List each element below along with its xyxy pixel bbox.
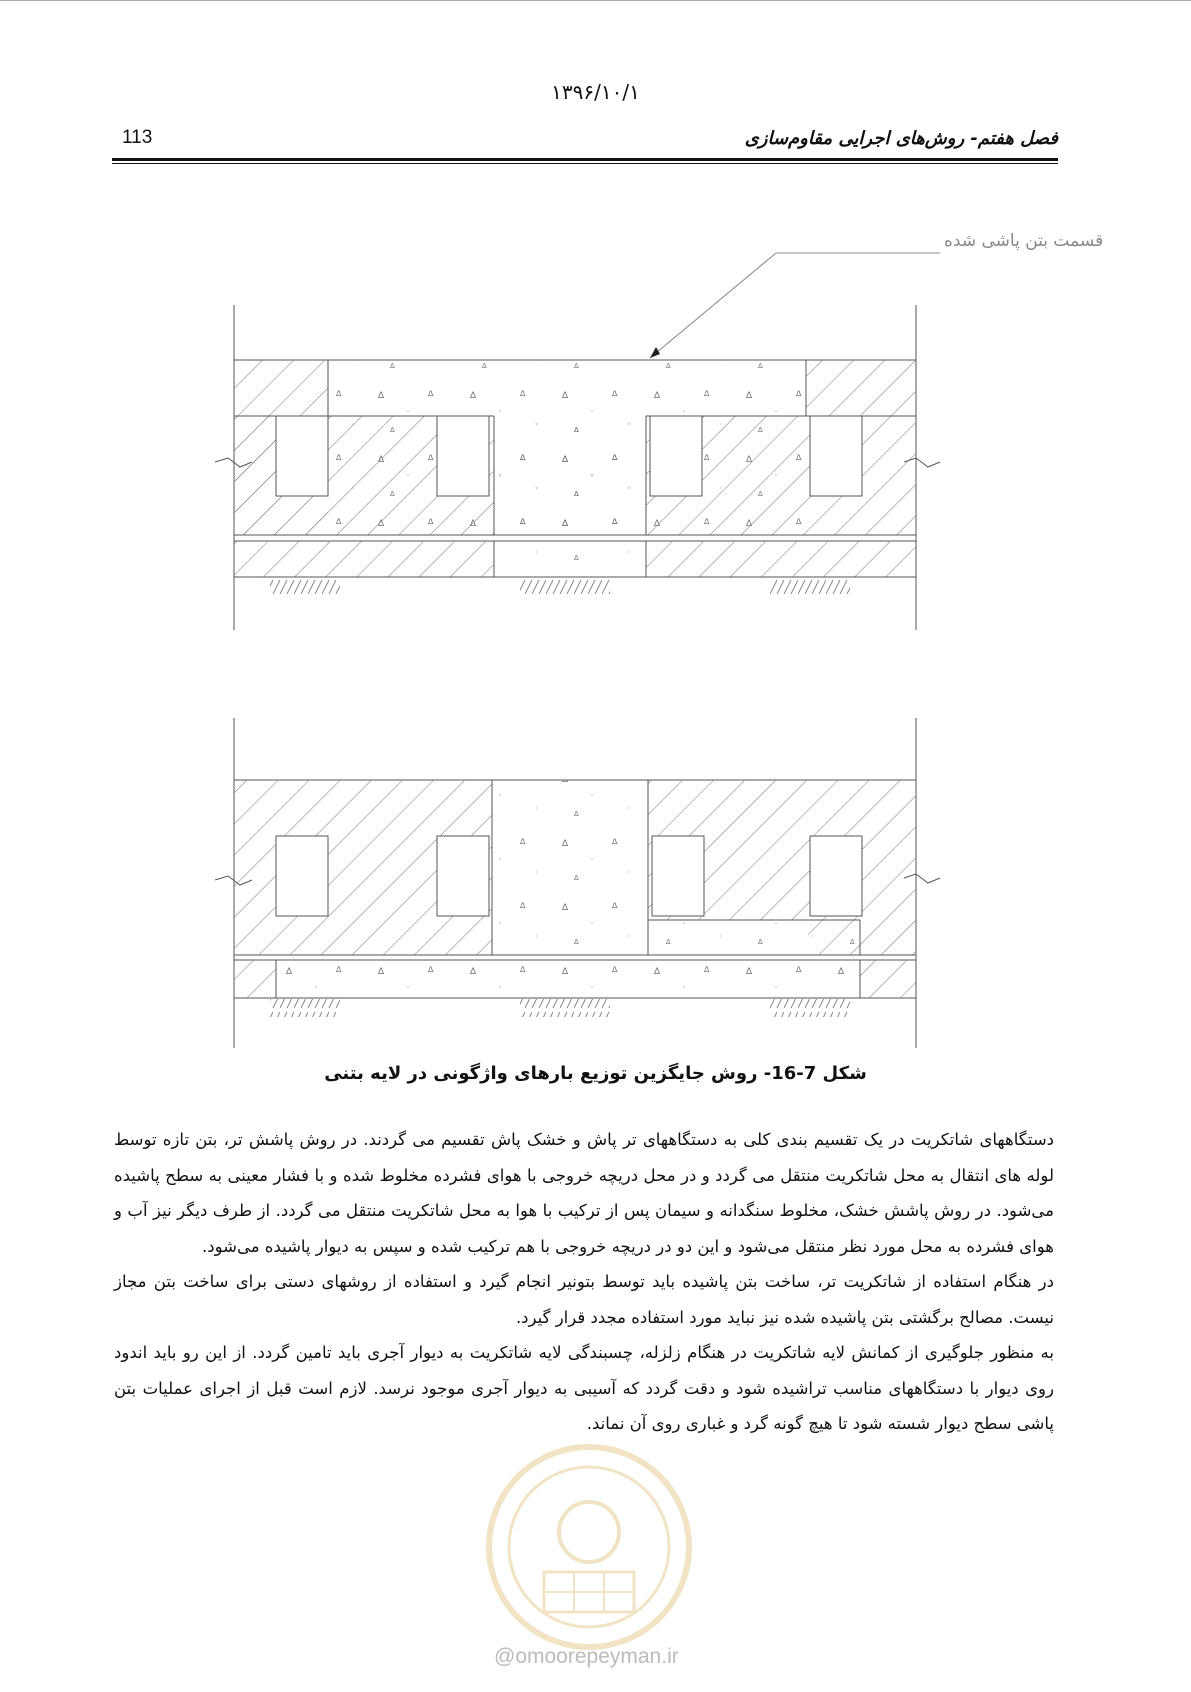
paragraph: به منظور جلوگیری از کمانش لایه شاتکریت در هنگام زلزله، چسبندگی لایه شاتکریت به دیوار آجری باید تامین گردد. از این رو باید اندود روی دیوار با دستگاههای مناسب تراشیده شود و دقت گردد که آسیبی به دیوار آجری موجود نرسد. لازم است قبل از اجرای عملیات بتن پاشی سطح دیوار شسته شود تا هیچ گونه گرد و غباری روی آن نماند. (114, 1343, 1054, 1433)
body-text (114, 1122, 1054, 1442)
figure-top (215, 231, 1103, 630)
figure-label: قسمت بتن پاشی شده (944, 231, 1104, 251)
figure-caption: شکل 7-16- روش جایگزین توزیع بارهای واژگونی در لایه بتنی (324, 1063, 867, 1084)
chapter-title: فصل هفتم- روش‌های اجرایی مقاوم‌سازی (744, 128, 1058, 149)
figure-drawing: ∆ ◦ ∆ ∆ ◦ قسمت بتن پاشی شده (0, 0, 1191, 1050)
page-number: 113 (122, 127, 153, 148)
paragraph: در هنگام استفاده از شاتکریت تر، ساخت بتن پاشیده باید توسط بتونیر انجام گیرد و استفاده از روشهای دستی برای ساخت بتن مجاز نیست. مصالح برگشتی بتن پاشیده شده نیز نباید مورد استفاده مجدد قرار گیرد. (114, 1272, 1054, 1327)
paragraph: دستگاههای شاتکریت در یک تقسیم بندی کلی به دستگاههای تر پاش و خشک پاش تقسیم می گردند. در روش پاشش تر، بتن تازه توسط لوله های انتقال به محل شاتکریت منتقل می گردد و در محل دریچه خروجی با هوای فشرده مخلوط شده و با فشار معینی به سطح پاشیده می‌شود. در روش پاشش خشک، مخلوط سنگدانه و سیمان پس از ترکیب با هوا به محل شاتکریت منتقل می گردد. از طرف دیگر نیز آب و هوای فشرده به محل مورد نظر منتقل می‌شود و این دو در دریچه خروجی با هم ترکیب شده و سپس به دیوار پاشیده می‌شود. (114, 1130, 1054, 1256)
date-stamp: ۱۳۹۶/۱۰/۱ (551, 80, 640, 104)
figure-bottom (215, 718, 940, 1048)
watermark-url: @omoorepeyman.ir (494, 1645, 679, 1668)
